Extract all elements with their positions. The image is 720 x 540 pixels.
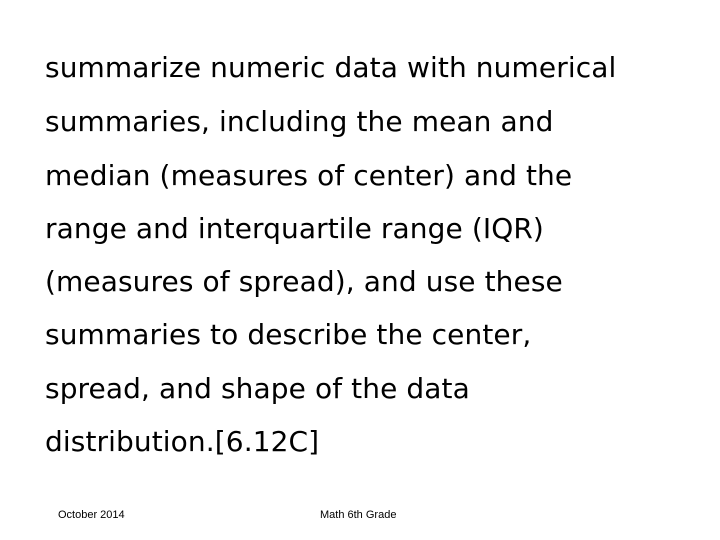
footer-course: Math 6th Grade xyxy=(320,509,397,521)
body-text-line: (measures of spread), and use these xyxy=(45,265,563,298)
body-text-line: range and interquartile range (IQR) xyxy=(45,212,544,245)
body-text-line: distribution.[6.12C] xyxy=(45,425,320,458)
body-text-line: summarize numeric data with numerical xyxy=(45,51,617,84)
body-text-line: summaries to describe the center, xyxy=(45,318,532,351)
body-text-line: median (measures of center) and the xyxy=(45,159,573,192)
body-text-line: summaries, including the mean and xyxy=(45,105,554,138)
footer-date: October 2014 xyxy=(58,509,125,521)
body-text-line: spread, and shape of the data xyxy=(45,372,470,405)
